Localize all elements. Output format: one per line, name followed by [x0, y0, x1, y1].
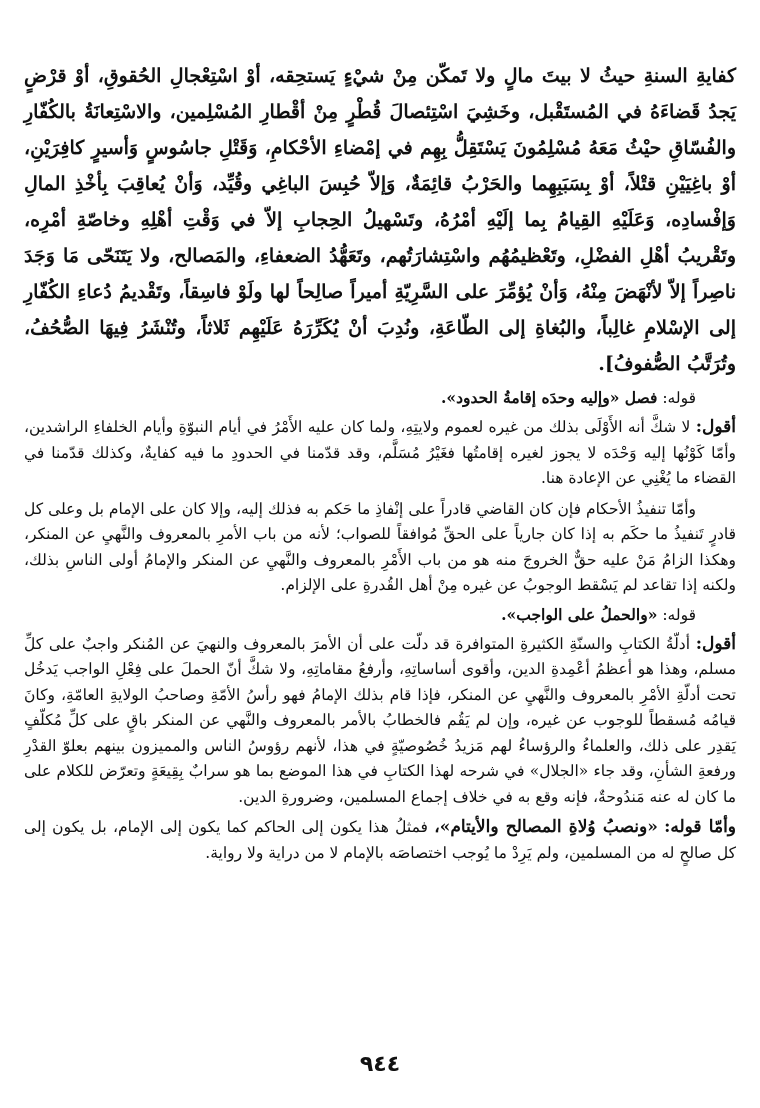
paragraph-text: لا شكَّ أنه الأَوْلَى بذلك من غيره لعموم ولايتِهِ، ولما كان عليه الأَمْرُ في أيام النبوّةِ وأيام الخلفاءِ الراشدين، وأمّا كَوْنُها إليه وَحْدَه لا يجوز لغيره إقامتُها فغَيْرُ مُسَلَّم، وقد قدّمنا في الحدودِ ما فيه كفايةٌ، وكذلك قدّمنا في القضاء ما يُغْنِي عن الإعادة هنا. [24, 418, 736, 487]
heading-hudud [24, 385, 736, 411]
paragraph-text: فمثلُ هذا يكون إلى الحاكم كما يكون إلى الإمام، بل يكون إلى كل صالحٍ له من المسلمين، ولم يَرِدْ ما يُوجب اختصاصَه بالإمام لا من دراية ولا رواية. [24, 818, 736, 862]
matn-continuation: كفايةِ السنةِ حيثُ لا بيتَ مالٍ ولا تَمكّن مِنْ شيْءٍ يَستحِقه، أوْ اسْتِعْجالِ الحُقوقِ، أوْ قرْضٍ يَجدُ قَضاءَهُ في المُستَقْبل، وخَشِيَ اسْتِئصالَ قُطْرٍ مِنْ أقْطارِ المُسْلِمين، والاسْتِعانَةُ بالكُفّارِ والفُسّاقِ حيْثُ مَعَهُ مُسْلِمُونَ يَسْتَقِلُّ بِهِم في إمْضاءِ الأحْكامِ، وَقَتْلِ جاسُوسٍ وَأسيرٍ كافِرَيْنِ، أوْ باغِيَيْنِ قتْلاً، أوْ بِسَبَبِهِما والحَرْبُ قائِمَةٌ، وَإلاّ حُبِسَ الباغِي وقُيِّد، وَأنْ يُعاقِبَ بِأخْذِ المالِ وَإفْسادِه، وَعَلَيْهِ القِيامُ بِما إلَيْهِ أمْرُهُ، وتَسْهيلُ الحِجابِ إلاّ في وَقْتِ أهْلِهِ وخاصّةِ أمْرِه، وتَقْريبُ أهْلِ الفضْلِ، وتَعْظيمُهُم واسْتِشارَتُهم، وتَعَهُّدُ الضعفاءِ، والمَصالح، ولا يَتَنَحّى مَا وَجَدَ ناصِراً إلاّ لأنْهَضَ مِنْهُ، وَأنْ يُؤمِّرَ على السَّرِيّةِ أميراً صالِحاً لها ولَوْ فاسِقاً، وتَقْديمُ دُعاءِ الكُفّارِ إلى الإسْلامِ غالِباً، والبُغاةِ إلى الطّاعَةِ، ونُدِبَ أنْ يُكَرِّرَهُ عَلَيْهِم ثَلاثاً، وتُنْشَرُ فِيهَا الصُّحُفُ، وتُرَتَّبُ الصُّفوفُ]. [24, 65, 736, 375]
heading-duty [24, 602, 736, 628]
paragraph-hudud-commentary [24, 415, 736, 492]
document-page [24, 58, 736, 866]
heading-prefix: قوله: [662, 605, 696, 624]
paragraph-duty-commentary [24, 632, 736, 811]
heading-quote: «والحملُ على الواجب». [501, 604, 658, 624]
heading-prefix: قوله: [662, 389, 696, 407]
heading-quote: فصل «وإليه وحدَه إقامةُ الحدود». [441, 388, 658, 407]
paragraph-lead: وأمّا قوله: [664, 817, 737, 837]
paragraph-text: أدلّةُ الكتابِ والسنّةِ الكثيرةِ المتوافرة قد دلّت على أن الأمرَ بالمعروف والنهيَ عن المُنكر واجبٌ على كلِّ مسلم، وهذا هو أعظمُ أعْمِدةِ الدين، وأقوى أساساتِهِ، وأرفعُ مقاماتِهِ، ولا شكَّ أنّ الحملَ على فِعْلِ الواجب يَدخُل تحت أدلّةِ الأمْرِ بالمعروف والنَّهيِ عن المنكر، فإذا قام بذلك الإمامُ فهو رأسُ الأمّةِ وصاحبُ الولايةِ العامّةِ، وكانَ قيامُه مُسقطاً للوجوب عن غيره، وإن لم يَقُم فالخطابُ بالأمر بالمعروف والنَّهي عن المنكر باقٍ على كلِّ مُكلّفٍ يَقدِر على ذلك، والعلماءُ والرؤساءُ لهم مَزيدُ خُصُوصيّةٍ في هذا، لأنهم رؤوسُ الناس والمميزون بينهم بعلوّ القدْرِ ورفعةِ الشأنِ، وقد جاء «الجلال» في شرحه لهذا الكتابِ في هذا الموضع بما هو سرابٌ بِقِيعَةٍ وتعرّض للكلام على ما كان له عنه مَندُوحةٌ، فإنه وقع به في خلاف إجماع المسلمين، وضرورةِ الدين. [24, 634, 736, 806]
page-number: ٩٤٤ [359, 1052, 401, 1077]
paragraph-lead: أقول: [695, 417, 736, 437]
paragraph-lead: أقول: [695, 633, 736, 654]
paragraph-guardians [24, 815, 736, 866]
paragraph-enforcement: وأمّا تنفيذُ الأحكام فإن كان القاضي قادراً على إنْفاذِ ما حَكم به فذلك إليه، وإلا كان على الإمام بل وعلى كل قادرٍ تَنفيذُ ما حكَم به إذا كان جارياً على الحقِّ مُوافقاً للصواب؛ لأنه من باب الأمرِ بالمعروف والنَّهيِ عن المنكر، وهكذا الزامُ مَنْ عليه حقٌّ الخروجَ منه هو من باب الأَمْرِ بالمعروف والنَّهيِ عن المنكر والإمامُ أولى الناسِ بذلك، ولكنه إذا تقاعد لم يَسْقط الوجوبُ عن غيره مِنْ أهل القُدرةِ على الإلزام. [24, 499, 736, 594]
paragraph-quote: «ونصبُ وُلاةِ المصالح والأيتام»، [434, 817, 658, 837]
